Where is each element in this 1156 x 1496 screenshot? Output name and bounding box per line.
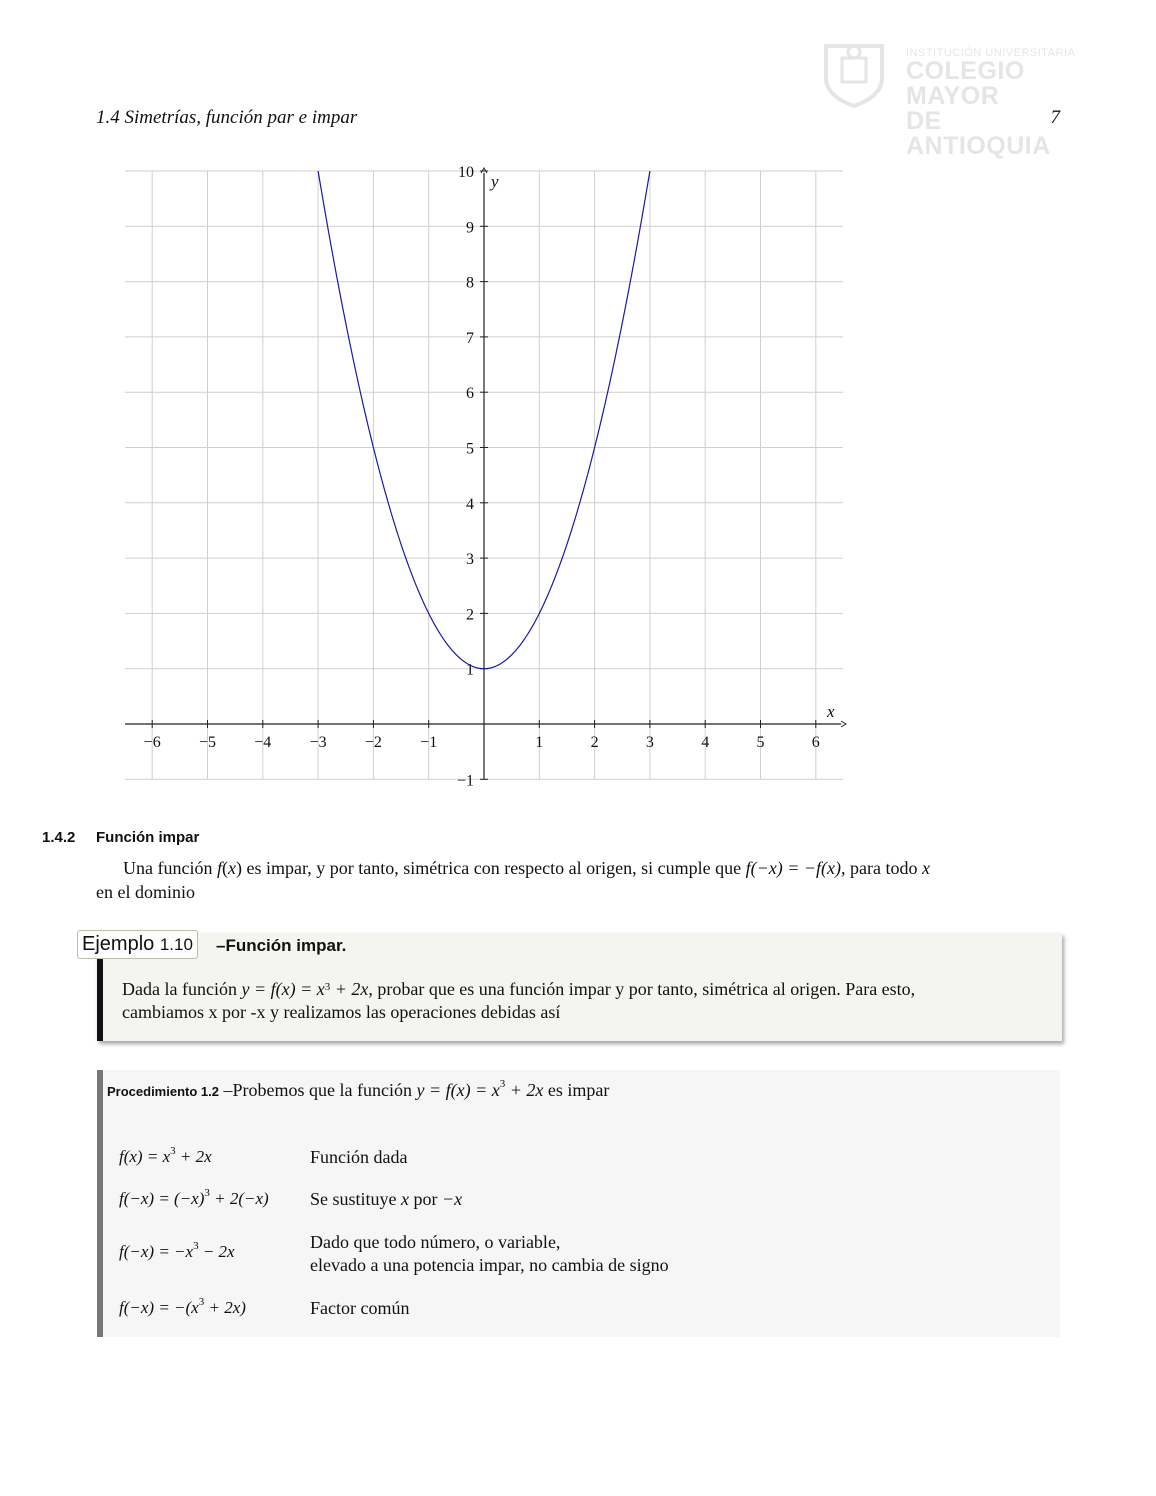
y-axis-label: y [491, 172, 499, 191]
y-tick-label: 5 [466, 440, 474, 458]
para-text-5: en el dominio [96, 882, 195, 902]
para-math-f: f [216, 858, 222, 878]
section-heading [42, 829, 199, 846]
x-tick-label: −3 [309, 734, 327, 751]
step-3-description: Dado que todo número, o variable, elevado a una potencia impar, no cambia de signo [310, 1232, 669, 1275]
y-tick-label: 9 [466, 219, 474, 237]
example-eq: y = f(x) = x [241, 979, 325, 999]
x-tick-label: 4 [701, 734, 710, 751]
x-tick-label: −1 [420, 734, 438, 751]
y-tick-label: 1 [466, 661, 474, 679]
watermark-line3: DE ANTIOQUIA [906, 107, 1051, 160]
step-4-equation: $f(-x) = -(x^3 + 2x)$ [119, 1296, 246, 1317]
definition-paragraph [96, 856, 1064, 904]
para-text-2: ( [222, 858, 228, 878]
watermark-line1: INSTITUCIÓN UNIVERSITARIA [906, 47, 1076, 59]
page-number: 7 [1050, 107, 1060, 128]
example-text-1: Dada la función [122, 979, 242, 999]
step-2-description: Se sustituye x por −x [310, 1189, 463, 1209]
example-text [122, 978, 1047, 1024]
para-condition: f(−x) = −f(x) [745, 858, 842, 878]
para-text-3: ) es impar, y por tanto, simétrica con respecto al origen, si cumple que [236, 858, 746, 878]
para-text-1: Una función [123, 858, 217, 878]
y-tick-label: 6 [466, 385, 474, 403]
step-2-equation: $f(-x) = (-x)^3 + 2(-x)$ [119, 1187, 269, 1208]
running-head: 1.4 Simetrías, función par e impar [96, 107, 358, 128]
y-tick-label: 4 [466, 495, 474, 513]
example-tag-number: 1.10 [159, 935, 193, 954]
x-tick-label: −2 [364, 734, 382, 751]
x-tick-label: 3 [645, 734, 654, 751]
example-text-2: , probar que es una función impar y por tanto, simétrica al origen. Para esto, [368, 979, 916, 999]
example-text-3: cambiamos x por -x y realizamos las operaciones debidas así [122, 1002, 561, 1022]
step-4-description: Factor común [310, 1298, 410, 1318]
y-tick-label: 7 [466, 329, 474, 347]
x-axis-label: x [827, 702, 835, 721]
x-tick-label: −5 [198, 734, 217, 751]
procedure-intro-end: es impar [543, 1080, 610, 1100]
x-tick-label: 6 [811, 734, 820, 751]
step-1-equation: $f(x) = x^3 + 2x$ [119, 1145, 212, 1166]
example-tag [77, 930, 198, 959]
procedure-intro-eq: y = f(x) = x [416, 1080, 500, 1100]
x-tick-label: −4 [254, 734, 272, 751]
x-tick-label: −6 [143, 734, 161, 751]
example-eq-exp: 3 [324, 981, 331, 993]
procedure-intro-exp: 3 [499, 1078, 506, 1090]
x-tick-label: 2 [590, 734, 599, 751]
procedure-intro-eq2: + 2x [505, 1080, 544, 1100]
example-eq2: + 2x [330, 979, 369, 999]
y-tick-label: −1 [456, 772, 474, 790]
step-1-description: Función dada [310, 1147, 408, 1167]
para-text-4: , para todo [841, 858, 923, 878]
section-number: 1.4.2 [42, 829, 76, 846]
y-tick-label: 10 [458, 164, 474, 181]
section-title: Función impar [96, 829, 200, 846]
x-tick-label: 5 [756, 734, 765, 751]
para-math-x2: x [922, 858, 931, 878]
para-math-x: x [228, 858, 236, 878]
y-tick-label: 2 [466, 606, 474, 624]
example-title: –Función impar. [216, 936, 347, 955]
procedure-heading [107, 1080, 609, 1101]
step-3-equation: $f(-x) = -x^3 - 2x$ [119, 1240, 235, 1261]
y-tick-label: 8 [466, 274, 474, 292]
procedure-label: Procedimiento 1.2 [107, 1084, 219, 1099]
x-tick-label: 1 [535, 734, 544, 751]
example-tag-word: Ejemplo [82, 933, 155, 955]
y-tick-label: 3 [466, 551, 474, 569]
watermark-line2: COLEGIO MAYOR [906, 57, 1025, 110]
procedure-intro: –Probemos que la función [223, 1080, 417, 1100]
